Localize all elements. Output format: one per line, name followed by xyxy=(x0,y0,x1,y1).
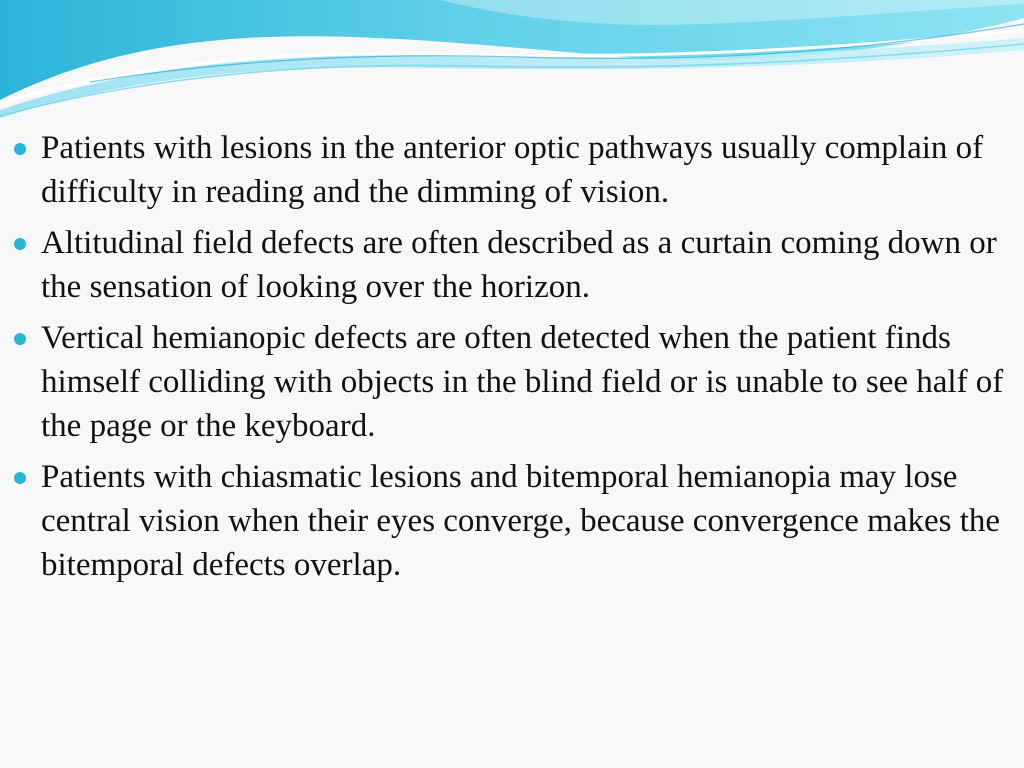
bullet-dot-icon xyxy=(14,238,26,250)
bullet-text: Vertical hemianopic defects are often detected when the patient finds himself colliding with objects in the blind field or is unable to see half of the page or the keyboard. xyxy=(41,320,1004,444)
bullet-dot-icon xyxy=(14,472,26,484)
bullet-dot-icon xyxy=(14,333,26,345)
decorative-wave-header xyxy=(0,0,1024,130)
bullet-text: Patients with lesions in the anterior optic pathways usually complain of difficulty in reading and the dimming of vision. xyxy=(41,130,984,210)
bullet-text: Patients with chiasmatic lesions and bitemporal hemianopia may lose central vision when their eyes converge, because convergence makes the bitemporal defects overlap. xyxy=(41,459,1001,583)
bullet-dot-icon xyxy=(14,143,26,155)
bullet-list xyxy=(14,126,1009,594)
bullet-item xyxy=(14,126,1009,214)
bullet-text: Altitudinal field defects are often described as a curtain coming down or the sensation of looking over the horizon. xyxy=(41,225,997,305)
bullet-item xyxy=(14,221,1009,309)
bullet-item xyxy=(14,455,1009,587)
bullet-item xyxy=(14,316,1009,448)
